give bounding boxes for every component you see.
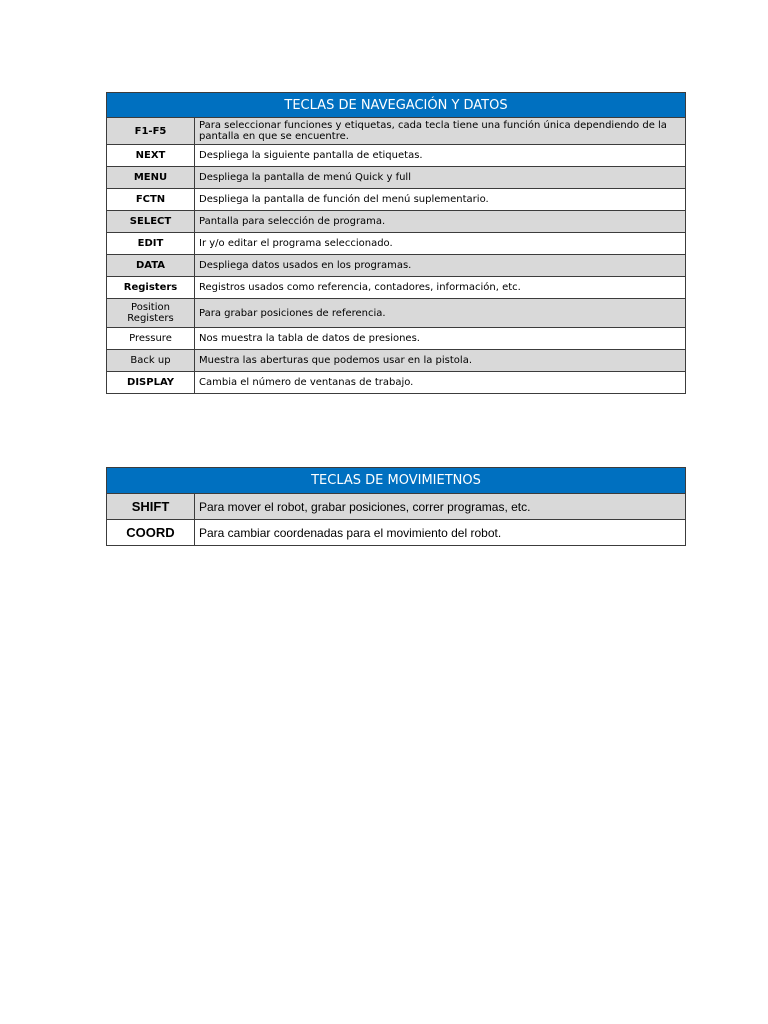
key-description: Para mover el robot, grabar posiciones, correr programas, etc. bbox=[195, 494, 686, 520]
key-description: Despliega la siguiente pantalla de etiquetas. bbox=[195, 145, 686, 167]
key-description: Muestra las aberturas que podemos usar en la pistola. bbox=[195, 350, 686, 372]
key-name: SELECT bbox=[107, 211, 195, 233]
key-description: Pantalla para selección de programa. bbox=[195, 211, 686, 233]
table-row bbox=[107, 167, 686, 189]
table-row bbox=[107, 255, 686, 277]
table-row bbox=[107, 189, 686, 211]
navigation-keys-table bbox=[106, 92, 686, 394]
table-row bbox=[107, 372, 686, 394]
table-row bbox=[107, 350, 686, 372]
table-row bbox=[107, 299, 686, 328]
key-name: DISPLAY bbox=[107, 372, 195, 394]
table-row bbox=[107, 277, 686, 299]
key-description: Nos muestra la tabla de datos de presiones. bbox=[195, 328, 686, 350]
key-name: Back up bbox=[107, 350, 195, 372]
movement-keys-table bbox=[106, 467, 686, 546]
key-name: FCTN bbox=[107, 189, 195, 211]
table-row bbox=[107, 494, 686, 520]
table-row bbox=[107, 211, 686, 233]
key-name: NEXT bbox=[107, 145, 195, 167]
table-row bbox=[107, 233, 686, 255]
table-row bbox=[107, 118, 686, 145]
navigation-table-title: TECLAS DE NAVEGACIÓN Y DATOS bbox=[107, 93, 686, 118]
table-header-row bbox=[107, 93, 686, 118]
key-name: F1-F5 bbox=[107, 118, 195, 145]
key-name: EDIT bbox=[107, 233, 195, 255]
key-description: Para grabar posiciones de referencia. bbox=[195, 299, 686, 328]
key-name: SHIFT bbox=[107, 494, 195, 520]
table-row bbox=[107, 328, 686, 350]
table-row bbox=[107, 520, 686, 546]
table-header-row bbox=[107, 468, 686, 494]
key-description: Ir y/o editar el programa seleccionado. bbox=[195, 233, 686, 255]
key-description: Despliega datos usados en los programas. bbox=[195, 255, 686, 277]
key-description: Para seleccionar funciones y etiquetas, cada tecla tiene una función única dependiendo de la pantalla en que se encuentre. bbox=[195, 118, 686, 145]
key-name: Position Registers bbox=[107, 299, 195, 328]
key-name: MENU bbox=[107, 167, 195, 189]
key-name: COORD bbox=[107, 520, 195, 546]
key-description: Despliega la pantalla de función del menú suplementario. bbox=[195, 189, 686, 211]
key-description: Cambia el número de ventanas de trabajo. bbox=[195, 372, 686, 394]
movement-table-title: TECLAS DE MOVIMIETNOS bbox=[107, 468, 686, 494]
key-name: Pressure bbox=[107, 328, 195, 350]
key-name: DATA bbox=[107, 255, 195, 277]
key-description: Para cambiar coordenadas para el movimiento del robot. bbox=[195, 520, 686, 546]
key-description: Despliega la pantalla de menú Quick y full bbox=[195, 167, 686, 189]
key-description: Registros usados como referencia, contadores, información, etc. bbox=[195, 277, 686, 299]
key-name: Registers bbox=[107, 277, 195, 299]
table-row bbox=[107, 145, 686, 167]
